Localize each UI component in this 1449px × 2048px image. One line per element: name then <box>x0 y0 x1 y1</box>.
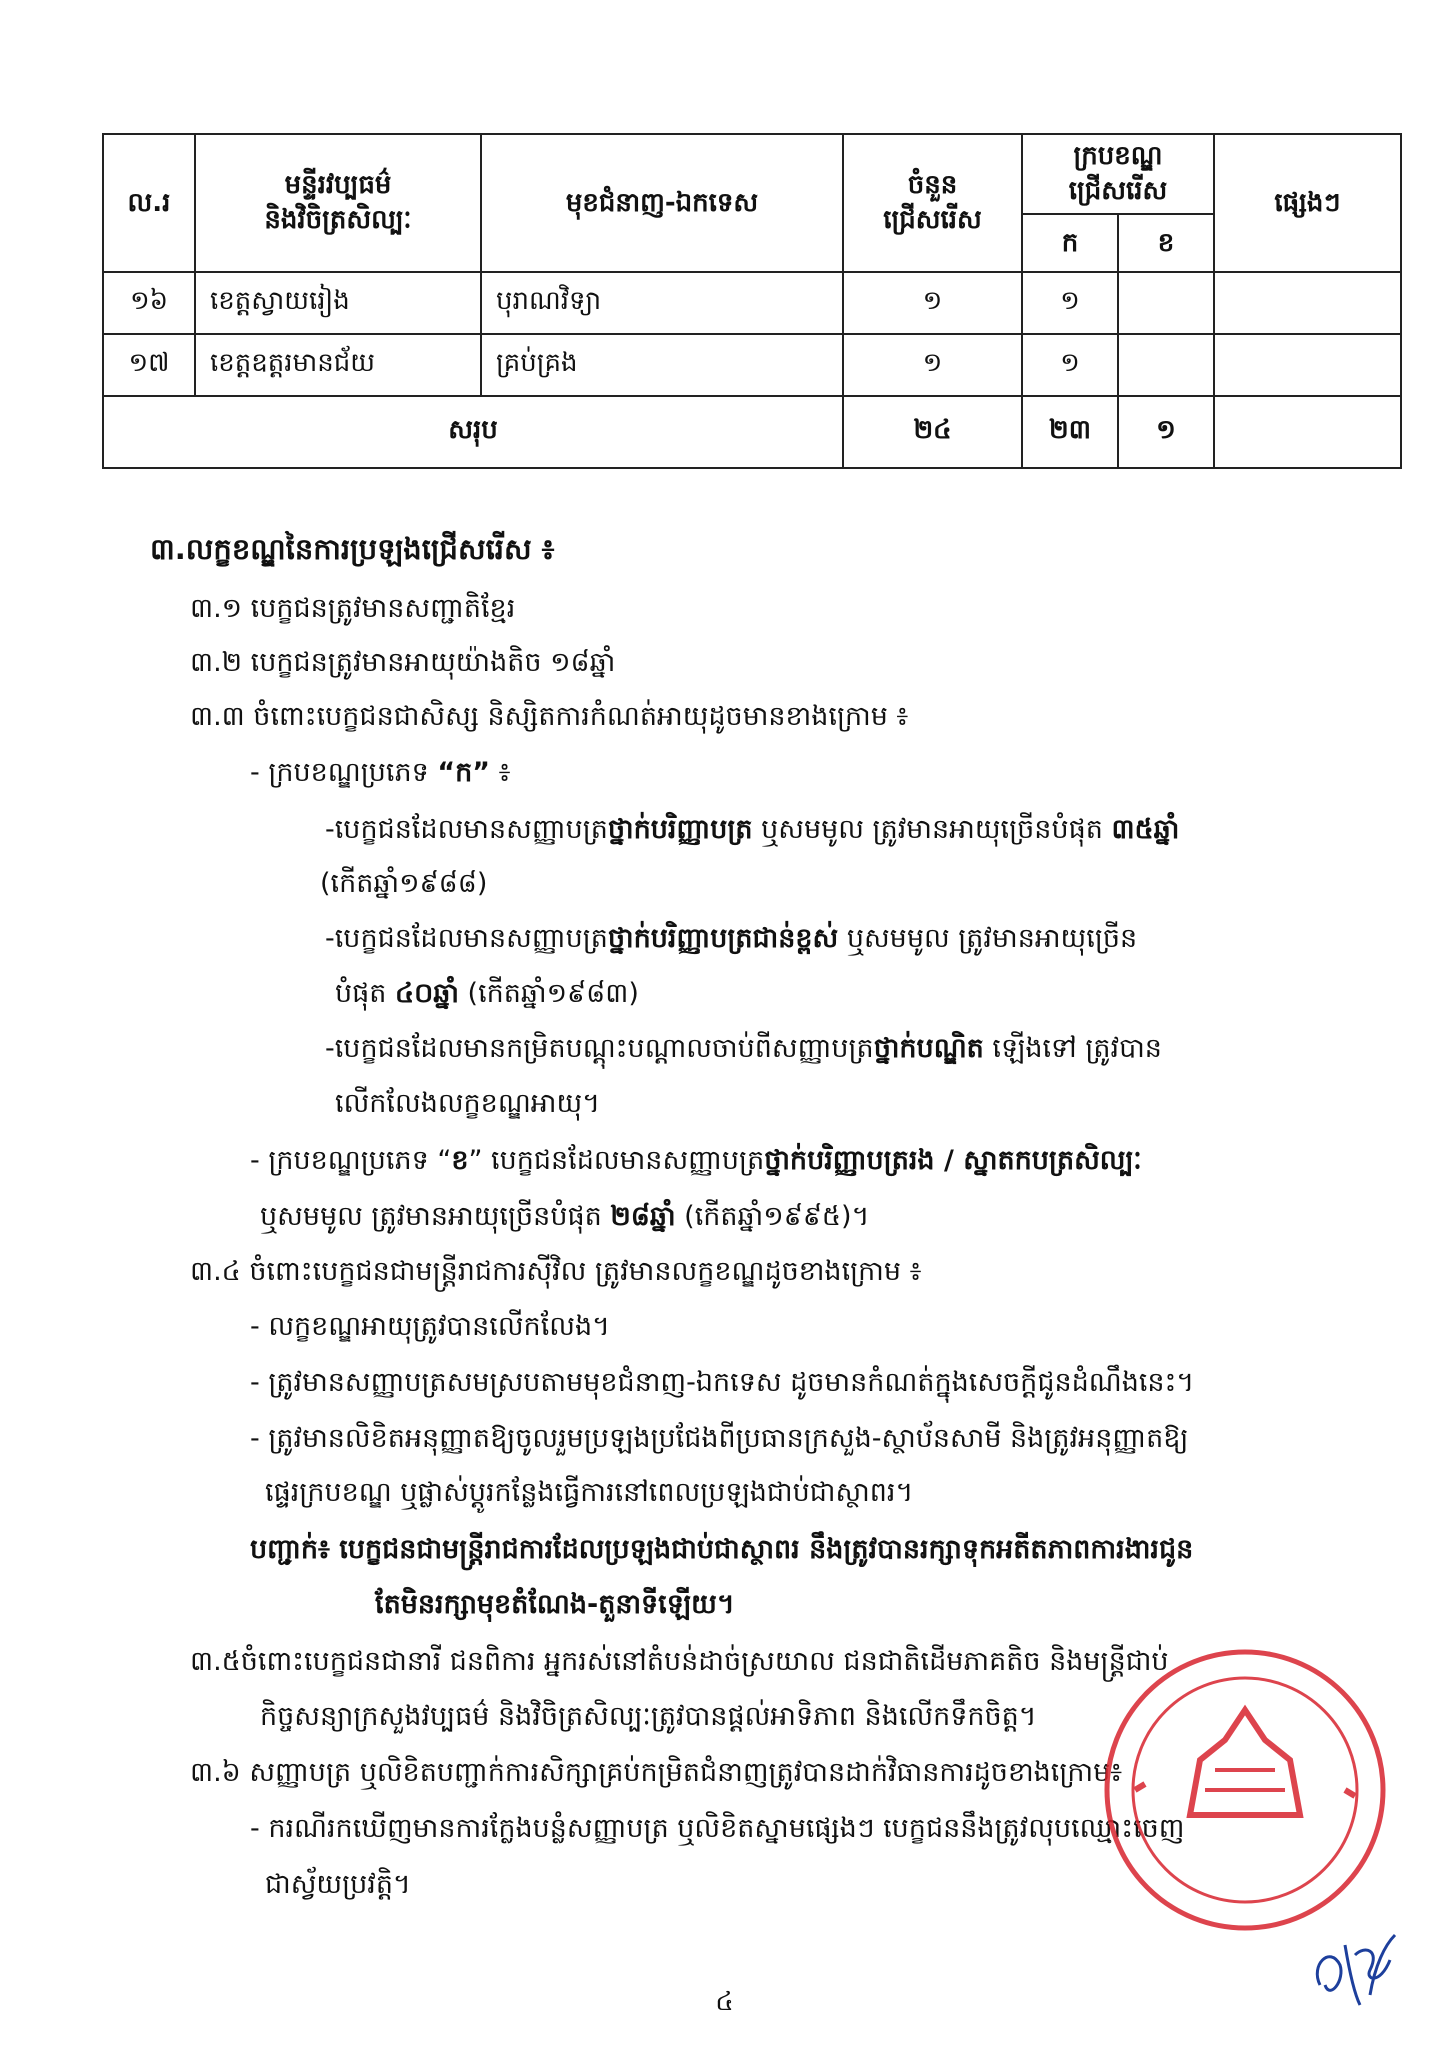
text-span: ឬសមមូល ត្រូវមានអាយុច្រើន <box>838 923 1138 954</box>
text-span: ៖ <box>490 757 511 788</box>
cell-other <box>1214 272 1401 334</box>
table-row <box>103 334 1401 396</box>
col-header-other: ផ្សេងៗ <box>1214 134 1401 272</box>
text-span: (កើតឆ្នាំ១៩៩៥)។ <box>675 1201 870 1232</box>
cell-other <box>1214 334 1401 396</box>
category-a-item-3-line2: លើកលែងលក្ខខណ្ឌអាយុ។ <box>335 1088 600 1119</box>
bold-span: ខ <box>451 1145 469 1176</box>
text-span: -បេក្ខជនដែលមានសញ្ញាបត្រ <box>325 814 608 845</box>
section-heading: ៣.លក្ខខណ្ឌនៃការប្រឡងជ្រើសរើស ៖ <box>150 532 555 566</box>
total-a: ២៣ <box>1022 396 1118 468</box>
text-span: ឬសមមូល ត្រូវមានអាយុច្រើនបំផុត <box>752 814 1112 845</box>
clause-3-4-bullet-1: - លក្ខខណ្ឌអាយុត្រូវបានលើកលែង។ <box>250 1311 610 1342</box>
col-header-skill: មុខជំនាញ-ឯកទេស <box>481 134 843 272</box>
cell-skill: គ្រប់គ្រង <box>481 334 843 396</box>
total-other <box>1214 396 1401 468</box>
table-row <box>103 272 1401 334</box>
category-a-item-2 <box>325 922 1137 956</box>
clause-3-1: ៣.១ បេក្ខជនត្រូវមានសញ្ជាតិខ្មែរ <box>190 593 516 624</box>
bold-span: ថ្នាក់បណ្ឌិត <box>873 1033 984 1064</box>
clause-3-6: ៣.៦ សញ្ញាបត្រ ឬលិខិតបញ្ជាក់ការសិក្សាគ្រប់កម្រិតជំនាញត្រូវបានដាក់វិធានការដូចខាងក្រោម៖ <box>190 1757 1123 1788</box>
text-span: -បេក្ខជនដែលមានសញ្ញាបត្រ <box>325 923 608 954</box>
cell-b <box>1118 334 1214 396</box>
clause-3-4-bullet-2: - ត្រូវមានសញ្ញាបត្រសមស្របតាមមុខជំនាញ-ឯកទេស ដូចមានកំណត់ក្នុងសេចក្ដីជូនដំណឹងនេះ។ <box>250 1367 1195 1398</box>
category-a-item-1-year: (កើតឆ្នាំ១៩៨៨) <box>320 868 488 899</box>
text-span: ឡើងទៅ ត្រូវបាន <box>983 1033 1162 1064</box>
text-span: -បេក្ខជនដែលមានកម្រិតបណ្ដុះបណ្ដាលចាប់ពីសញ្ញាបត្រ <box>325 1033 874 1064</box>
bold-span: ថ្នាក់បរិញ្ញាបត្រ <box>607 814 753 845</box>
cell-department: ខេត្តឧត្តរមានជ័យ <box>195 334 481 396</box>
col-header-framework-a: ក <box>1022 214 1118 272</box>
bold-span: ៣៥ឆ្នាំ <box>1111 814 1180 845</box>
cell-count: ១ <box>843 334 1022 396</box>
text-span: (កើតឆ្នាំ១៩៨៣) <box>458 978 639 1009</box>
category-a-item-3 <box>325 1032 1162 1066</box>
cell-b <box>1118 272 1214 334</box>
cell-skill: បុរាណវិទ្យា <box>481 272 843 334</box>
total-b: ១ <box>1118 396 1214 468</box>
category-b-line2 <box>260 1200 869 1234</box>
note-line <box>250 1533 1193 1567</box>
recruitment-table <box>102 133 1402 469</box>
total-label: សរុប <box>103 396 843 468</box>
cell-no: ១៦ <box>103 272 195 334</box>
clause-3-2: ៣.២ បេក្ខជនត្រូវមានអាយុយ៉ាងតិច ១៨ឆ្នាំ <box>190 647 616 678</box>
note-label: បញ្ជាក់៖ <box>250 1534 330 1565</box>
note-text: បេក្ខជនជាមន្ត្រីរាជការដែលប្រឡងជាប់ជាស្ថាពរ នឹងត្រូវបានរក្សាទុកអតីតភាពការងារជូន <box>329 1534 1194 1565</box>
note-line2: តែមិនរក្សាមុខតំណែង-តួនាទីឡើយ។ <box>375 1589 735 1620</box>
text-span: ឬសមមូល ត្រូវមានអាយុច្រើនបំផុត <box>260 1201 611 1232</box>
cell-a: ១ <box>1022 272 1118 334</box>
cell-count: ១ <box>843 272 1022 334</box>
clause-3-4: ៣.៤ ចំពោះបេក្ខជនជាមន្ត្រីរាជការស៊ីវិល ត្រូវមានលក្ខខណ្ឌដូចខាងក្រោម ៖ <box>190 1256 922 1287</box>
clause-3-3: ៣.៣ ចំពោះបេក្ខជនជាសិស្ស និស្សិតការកំណត់អាយុដូចមានខាងក្រោម ៖ <box>190 701 909 732</box>
category-a-item-2-line2 <box>335 977 639 1011</box>
total-row <box>103 396 1401 468</box>
text-span: - ក្របខណ្ឌប្រភេទ “ <box>250 1145 452 1176</box>
page-number: ៤ <box>715 1987 734 2017</box>
text-span: បំផុត <box>335 978 395 1009</box>
official-seal-stamp <box>1095 1640 1395 1940</box>
bold-span: ៤០ឆ្នាំ <box>395 978 459 1009</box>
col-header-department: មន្ទីរវប្បធម៌ និងវិចិត្រសិល្បៈ <box>195 134 481 272</box>
bold-span: “ក” <box>437 757 490 788</box>
clause-3-6-bullet-1-line2: ជាស្វ័យប្រវត្តិ។ <box>265 1869 411 1900</box>
clause-3-4-bullet-3-line2: ផ្ទេរក្របខណ្ឌ ឬផ្លាស់ប្ដូរកន្លែងធ្វើការនៅពេលប្រឡងជាប់ជាស្ថាពរ។ <box>265 1477 914 1508</box>
col-header-count: ចំនួន ជ្រើសរើស <box>843 134 1022 272</box>
clause-3-5-line2: កិច្ចសន្យាក្រសួងវប្បធម៌ និងវិចិត្រសិល្បៈត្រូវបានផ្ដល់អាទិភាព និងលើកទឹកចិត្ត។ <box>260 1701 1037 1732</box>
total-count: ២៤ <box>843 396 1022 468</box>
clause-3-4-bullet-3: - ត្រូវមានលិខិតអនុញ្ញាតឱ្យចូលរួមប្រឡងប្រជែងពីប្រធានក្រសួង-ស្ថាប័នសាមី និងត្រូវអនុញ្ញាតឱ្យ <box>250 1423 1189 1454</box>
cell-no: ១៧ <box>103 334 195 396</box>
col-header-no: ល.រ <box>103 134 195 272</box>
text-span: ” បេក្ខជនដែលមានសញ្ញាបត្រ <box>468 1145 765 1176</box>
category-b-line <box>250 1144 1142 1178</box>
category-a-item-1 <box>325 813 1179 847</box>
clause-3-5: ៣.៥ចំពោះបេក្ខជនជានារី ជនពិការ អ្នករស់នៅតំបន់ដាច់ស្រយាល ជនជាតិដើមភាគតិច និងមន្ត្រីជាប់ <box>190 1646 1169 1677</box>
cell-department: ខេត្តស្វាយរៀង <box>195 272 481 334</box>
col-header-framework: ក្របខណ្ឌ ជ្រើសរើស <box>1022 134 1214 214</box>
clause-3-6-bullet-1: - ករណីរកឃើញមានការក្លែងបន្លំសញ្ញាបត្រ ឬលិខិតស្នាមផ្សេងៗ បេក្ខជននឹងត្រូវលុបឈ្មោះចេញ <box>250 1813 1185 1844</box>
bold-span: ២៨ឆ្នាំ <box>610 1201 676 1232</box>
category-a-line <box>250 756 510 790</box>
text-span: - ក្របខណ្ឌប្រភេទ <box>250 757 438 788</box>
cell-a: ១ <box>1022 334 1118 396</box>
bold-span: ថ្នាក់បរិញ្ញាបត្ររង / ស្នាតកបត្រសិល្បៈ <box>764 1145 1142 1176</box>
bold-span: ថ្នាក់បរិញ្ញាបត្រជាន់ខ្ពស់ <box>607 923 839 954</box>
col-header-framework-b: ខ <box>1118 214 1214 272</box>
